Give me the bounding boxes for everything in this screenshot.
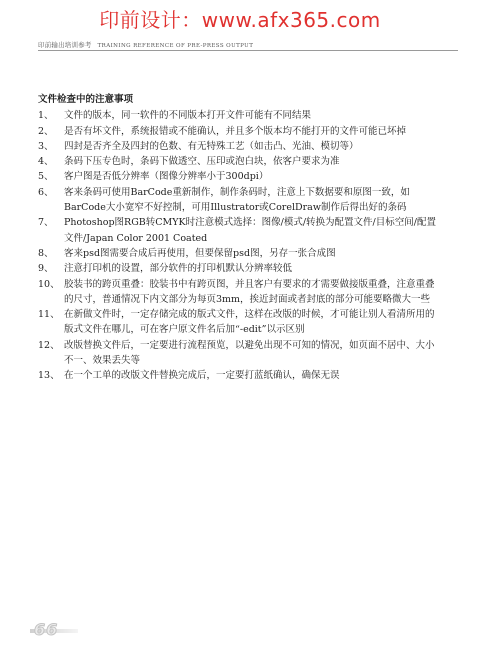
item-text: 注意打印机的设置，部分软件的打印机默认分辨率较低 bbox=[64, 263, 293, 275]
item-number: 13、 bbox=[38, 370, 60, 382]
item-number: 7、 bbox=[38, 217, 54, 229]
item-text: 客来条码可使用BarCode重新制作，制作条码时，注意上下数据要和原图一致，如BarCode大小宽窄不好控制，可用Illustrator或CorelDraw制作后得出好的条码 bbox=[64, 186, 410, 214]
list-item bbox=[38, 108, 438, 123]
item-number: 11、 bbox=[38, 309, 60, 321]
list-item bbox=[38, 277, 438, 308]
item-number: 8、 bbox=[38, 247, 54, 259]
list-item bbox=[38, 185, 438, 216]
watermark-banner: 印前设计：www.afx365.com bbox=[99, 8, 381, 32]
list-item bbox=[38, 368, 438, 383]
running-head-en: TRAINING REFERENCE OF PRE-PRESS OUTPUT bbox=[97, 43, 254, 49]
list-item bbox=[38, 169, 438, 184]
item-text: 在一个工单的改版文件替换完成后，一定要打蓝纸确认，确保无误 bbox=[64, 370, 340, 382]
item-text: 胶装书的跨页重叠：胶装书中有跨页图，并且客户有要求的才需要做接版重叠，注意重叠的尺寸，普通情况下内文部分为每页3mm，挨近封面或者封底的部分可能要略微大一些 bbox=[64, 278, 435, 305]
page-number: 66 bbox=[34, 620, 59, 639]
section-title: 文件检查中的注意事项 bbox=[38, 94, 134, 105]
item-text: 改版替换文件后，一定要进行流程预览，以避免出现不可知的情况，如页面不居中、大小不一、效果丢失等 bbox=[64, 339, 435, 367]
item-number: 9、 bbox=[38, 263, 54, 275]
list-item bbox=[38, 215, 438, 246]
list-item bbox=[38, 154, 438, 169]
item-number: 5、 bbox=[38, 171, 54, 183]
list-item bbox=[38, 139, 438, 154]
list-item bbox=[38, 246, 438, 261]
header-rule bbox=[38, 50, 458, 51]
item-text: 条码下压专色时，条码下做透空、压印或泡白块，依客户要求为准 bbox=[64, 156, 340, 168]
item-text: 客来psd图需要合成后再使用，但要保留psd图，另存一张合成图 bbox=[64, 247, 336, 259]
item-text: 在新做文件时，一定存储完成的版式文件，这样在改版的时候，才可能让别人看清所用的版式文件在哪儿，可在客户原文件名后加“-edit”以示区别 bbox=[64, 309, 435, 336]
item-number: 10、 bbox=[38, 278, 60, 290]
item-number: 2、 bbox=[38, 125, 54, 137]
item-text: 是否有坏文件，系统报错或不能确认，并且多个版本均不能打开的文件可能已坏掉 bbox=[64, 125, 407, 137]
list-item bbox=[38, 261, 438, 276]
item-number: 4、 bbox=[38, 156, 54, 168]
list-item bbox=[38, 338, 438, 369]
item-text: 文件的版本，同一软件的不同版本打开文件可能有不同结果 bbox=[64, 110, 312, 122]
running-head bbox=[38, 40, 458, 49]
notes-list bbox=[38, 108, 438, 383]
list-item bbox=[38, 124, 438, 139]
item-number: 1、 bbox=[38, 110, 54, 122]
running-head-zh: 印前输出培训参考 bbox=[38, 41, 92, 49]
list-item bbox=[38, 307, 438, 338]
item-text: 四封是否齐全及四封的色数、有无特殊工艺（如击凸、光油、模切等） bbox=[64, 140, 359, 152]
item-text: 客户图是否低分辨率（图像分辨率小于300dpi） bbox=[64, 171, 269, 183]
document-body bbox=[38, 92, 438, 384]
item-number: 12、 bbox=[38, 339, 60, 351]
item-number: 3、 bbox=[38, 140, 54, 152]
item-text: Photoshop图RGB转CMYK时注意模式选择：图像/模式/转换为配置文件/目标空间/配置文件/Japan Color 2001 Coated bbox=[64, 217, 436, 244]
item-number: 6、 bbox=[38, 186, 54, 198]
